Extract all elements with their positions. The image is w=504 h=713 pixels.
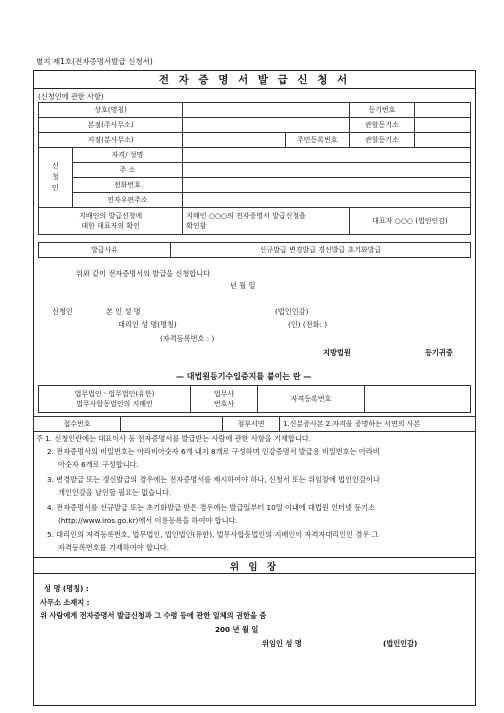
- seal-phone-label: (인) (전화: ): [288, 320, 328, 329]
- applicant-sign-label: 신청인: [52, 307, 73, 316]
- law-firm-table: [38, 385, 471, 413]
- reason-label: 발급사유: [39, 243, 171, 258]
- note-5b: 자격등록번호를 기재하여야 합니다.: [58, 543, 170, 552]
- poa-title-box: [33, 558, 476, 574]
- statement-text: 위와 같이 전자증명서의 발급을 신청합니다: [76, 269, 211, 278]
- form-number-note: 별지 제1호(전자증명서발급 신청서): [36, 57, 153, 66]
- confirm-right-text: 대표자 ○○○ (법인인감): [349, 208, 470, 235]
- email-label: 전자우편주소: [72, 193, 183, 208]
- note-4b: (http://www.iros.go.kr)에서 이용등록을 하여야 합니다.: [58, 516, 238, 525]
- applicant-table: [38, 102, 471, 235]
- phone-field[interactable]: [183, 178, 471, 193]
- receipt-no-field[interactable]: [121, 417, 223, 432]
- agent-name-label: 대리인 성 명(명칭): [118, 320, 177, 329]
- law-firm-label: 법무법인ㆍ법무법인(유한) 법무사합동법인의 지배인: [39, 386, 191, 413]
- attach-value: 1.신분증사본 2.자격을 증명하는 서면의 사본: [280, 417, 476, 432]
- receipt-table: [33, 416, 476, 432]
- poa-seal-label: (법인인감): [383, 639, 418, 648]
- registry-office-label: 등기귀중: [425, 348, 453, 357]
- date-line: 년 월 일: [230, 281, 256, 290]
- branch-field[interactable]: [183, 133, 285, 148]
- note-3: 3. 변경발급 또는 갱신발급의 경우에는 전자증명서를 제시하여야 하나, 신청서 또는 위임장에 법인인감이나: [47, 475, 380, 484]
- note-5: 5. 대리인의 자격등록번호, 법무법인, 법인법인(유한), 법무사합동법인의 지배인이 자격자대리인인 경우 그: [47, 530, 379, 539]
- poa-date: 200 년 월 일: [215, 625, 259, 634]
- registry2-field[interactable]: [414, 133, 470, 148]
- law-reg-label: 자격등록번호: [258, 386, 365, 413]
- registry-field[interactable]: [414, 118, 470, 133]
- poa-office-label: 사무소 소재지 :: [40, 598, 90, 607]
- self-name-label: 본 인 성 명: [106, 307, 141, 316]
- reason-options[interactable]: 신규발급 변경발급 경신발급 초기화발급: [171, 243, 471, 258]
- corp-seal-label: (법인인감): [275, 307, 309, 316]
- head-office-field[interactable]: [183, 118, 350, 133]
- agent-reg-label: (자격등록번호 : ): [160, 334, 215, 343]
- lawyer-label: 법무사 번호사: [191, 386, 258, 413]
- note-2: 2. 전자증명서의 비밀번호는 아라비아숫자 6개 내지 8개로 구성하며 인감증명서 발급용 비밀번호는 아라비: [47, 447, 380, 456]
- law-reg-field[interactable]: [365, 386, 471, 413]
- branch-label: 지점(분사무소): [39, 133, 183, 148]
- resident-no-label: 주민등록번호: [285, 133, 349, 148]
- reg-no-field[interactable]: [414, 103, 470, 118]
- attach-label: 첨부서면: [223, 417, 280, 432]
- reg-no-label: 등기번호: [349, 103, 414, 118]
- stamp-banner: — 대법원등기수입증지를 붙이는 란 —: [176, 372, 312, 381]
- poa-name-label: 성 명 (명칭) :: [44, 584, 89, 593]
- reason-table: [38, 242, 471, 258]
- poa-title: 위 임 장: [229, 561, 280, 573]
- name-label: 자격/ 성명: [72, 148, 183, 163]
- poa-delegation-text: 위 사람에게 전자증명서 발급신청과 그 수령 등에 관한 일체의 권한을 줌: [40, 611, 267, 620]
- name-field[interactable]: [183, 148, 471, 163]
- email-field[interactable]: [183, 193, 471, 208]
- registry-label: 관할등기소: [349, 118, 414, 133]
- trade-name-label: 상호(명칭): [39, 103, 183, 118]
- address-label: 주 소: [72, 163, 183, 178]
- note-4: 4. 전자증명서를 신규발급 또는 초기화발급 받은 경우에는 발급일부터 10일 이내에 대법원 인터넷 등기소: [47, 503, 376, 512]
- note-3b: 개인인감을 날인할 필요는 없습니다.: [58, 488, 172, 497]
- form-title: 전 자 증 명 서 발 급 신 청 서: [158, 74, 351, 86]
- poa-delegator-label: 위임인 성 명: [262, 639, 302, 648]
- note-2b: 아숫자 6개로 구성합니다.: [58, 460, 139, 469]
- court-label: 지방법원: [323, 348, 351, 357]
- confirm-left-label: 지배인의 발급신청에 대한 대표자의 확인: [39, 208, 183, 235]
- phone-label: 전화번호: [72, 178, 183, 193]
- head-office-label: 본점(주사무소): [39, 118, 183, 133]
- applicant-side-label: 신 청 인: [39, 148, 73, 208]
- address-field[interactable]: [183, 163, 471, 178]
- applicant-section-label: (신청인에 관한 사항): [38, 92, 104, 101]
- registry2-label: 관할등기소: [349, 133, 414, 148]
- confirm-mid-text: 지배인 ○○○의 전자증명서 발급신청을 확인함: [183, 208, 350, 235]
- trade-name-field[interactable]: [183, 103, 350, 118]
- note-1: 주 1. 신청인란에는 대표이사 등 전자증명서를 발급받는 사람에 관한 사항을 기재합니다.: [36, 434, 312, 443]
- receipt-no-label: 접수번호: [34, 417, 121, 432]
